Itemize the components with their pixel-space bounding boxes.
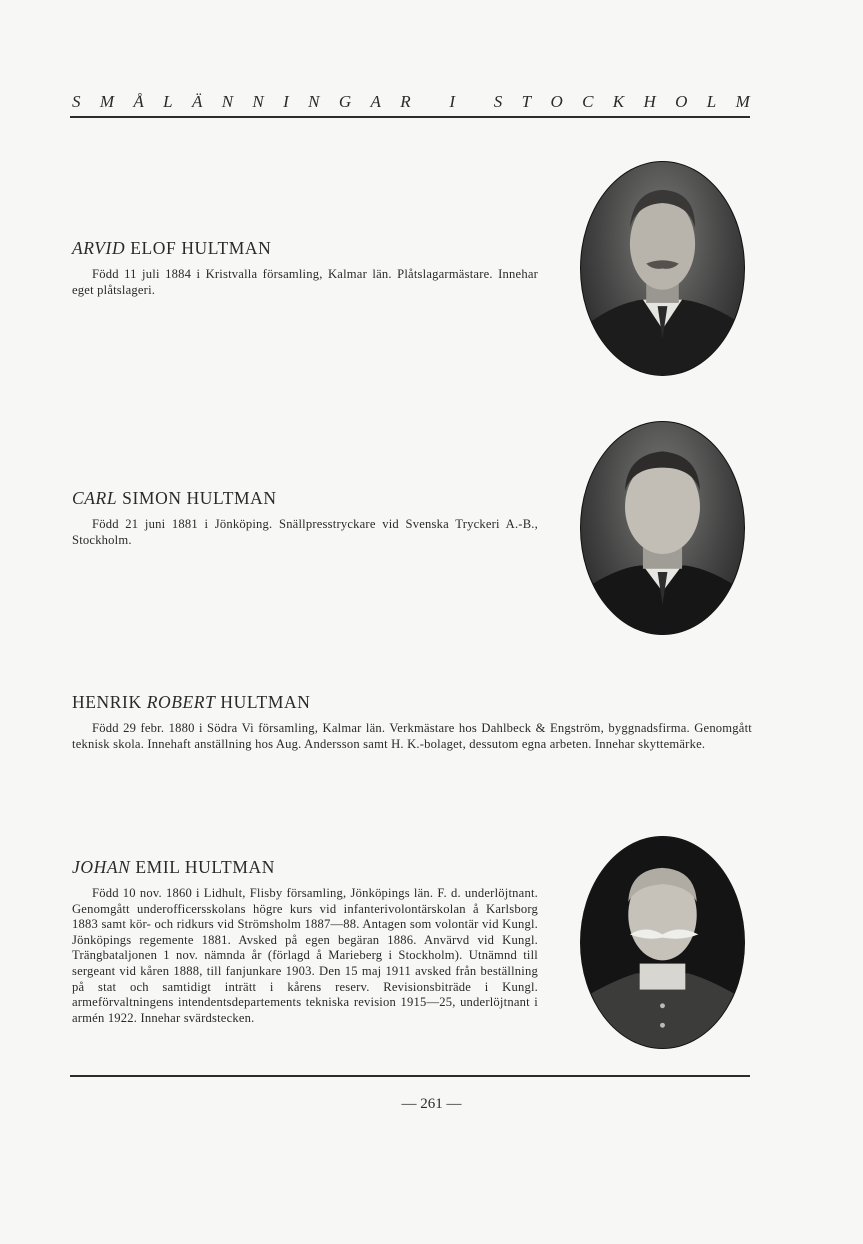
page-number: — 261 — <box>401 1096 462 1112</box>
person-name <box>72 488 538 509</box>
header-rule <box>70 116 750 118</box>
biography <box>72 267 538 298</box>
header-letter: T <box>521 92 532 111</box>
given-name: JOHAN <box>72 857 131 877</box>
header-letter: G <box>338 92 352 111</box>
portrait-image <box>581 162 744 375</box>
header-letter: N <box>308 92 320 111</box>
given-name: ARVID <box>72 238 126 258</box>
header-letter: M <box>99 92 115 111</box>
header-letter: N <box>221 92 234 111</box>
name-rest: EMIL HULTMAN <box>130 857 275 877</box>
footer-rule <box>70 1075 750 1077</box>
header-letter: A <box>370 92 381 111</box>
given-name: ROBERT <box>146 692 216 712</box>
header-letter: I <box>283 92 289 111</box>
biography <box>72 886 538 1026</box>
name-rest: SIMON HULTMAN <box>117 488 277 508</box>
entry-arvid <box>72 238 538 298</box>
entry-henrik <box>72 692 752 752</box>
header-letter: O <box>675 92 688 111</box>
biography-text: Född 29 febr. 1880 i Södra Vi församling, Kalmar län. Verkmästare hos Dahlbeck & Engström, byggnadsfirma. Genomgått teknisk skola. Innehaft anställning hos Aug. Andersson samt H. K.-bolaget, dessutom egna arbeten. Innehar skyttemärke. <box>72 721 752 751</box>
header-letter: O <box>550 92 563 111</box>
portrait-carl <box>580 421 745 635</box>
portrait-johan <box>580 836 745 1049</box>
biography-text: Född 11 juli 1884 i Kristvalla församling, Kalmar län. Plåtslagarmästare. Innehar eget plåtslageri. <box>72 267 538 297</box>
header-letter: R <box>400 92 411 111</box>
person-name <box>72 238 538 259</box>
person-name <box>72 857 538 878</box>
running-header <box>72 92 750 112</box>
name-rest: HULTMAN <box>215 692 311 712</box>
person-name <box>72 692 752 713</box>
header-letter: I <box>449 92 456 111</box>
biography-text: Född 10 nov. 1860 i Lidhult, Flisby församling, Jönköpings län. F. d. underlöjtnant. Genomgått underofficersskolans högre kurs vid infanterivolontärskolan å Karlsborg 1883 samt kör- och ridkurs vid Strömsholm 1887—88. Antagen som volontär vid Kungl. Jönköpings regemente 1881. Avsked på egen begäran 1886. Anvärvd vid Kungl. Trängbataljonen 1 nov. nämnda år (förlagd å Marieberg i Stockholm). Utnämnd till sergeant vid kåren 1888, till fanjunkare 1903. Den 15 maj 1911 avsked från beställning på stat och samtidigt inträtt i kårens reserv. Revisionsbiträde i Kungl. armeförvaltningens intendentsdepartements tekniska revision 1915—25, underlöjtnant i armén 1922. Innehar svärdstecken. <box>72 886 538 1025</box>
entry-johan <box>72 857 538 1026</box>
biography-text: Född 21 juni 1881 i Jönköping. Snällpresstryckare vid Svenska Tryckeri A.-B., Stockholm. <box>72 517 538 547</box>
entry-carl <box>72 488 538 548</box>
name-rest: ELOF HULTMAN <box>125 238 272 258</box>
header-letter: S <box>72 92 81 111</box>
header-letter: L <box>706 92 717 111</box>
header-letter: N <box>252 92 264 111</box>
header-letter: H <box>643 92 656 111</box>
biography <box>72 517 538 548</box>
header-letter: C <box>582 92 594 111</box>
header-letter: L <box>163 92 173 111</box>
header-letter: S <box>493 92 503 111</box>
portrait-image <box>581 837 744 1048</box>
given-name: CARL <box>72 488 118 508</box>
biography <box>72 721 752 752</box>
header-letter: Ä <box>191 92 203 111</box>
header-letter: M <box>735 92 750 111</box>
portrait-arvid <box>580 161 745 376</box>
header-letter: Å <box>133 92 144 111</box>
portrait-image <box>581 422 744 634</box>
header-letter: K <box>612 92 625 111</box>
name-pre: HENRIK <box>72 692 147 712</box>
